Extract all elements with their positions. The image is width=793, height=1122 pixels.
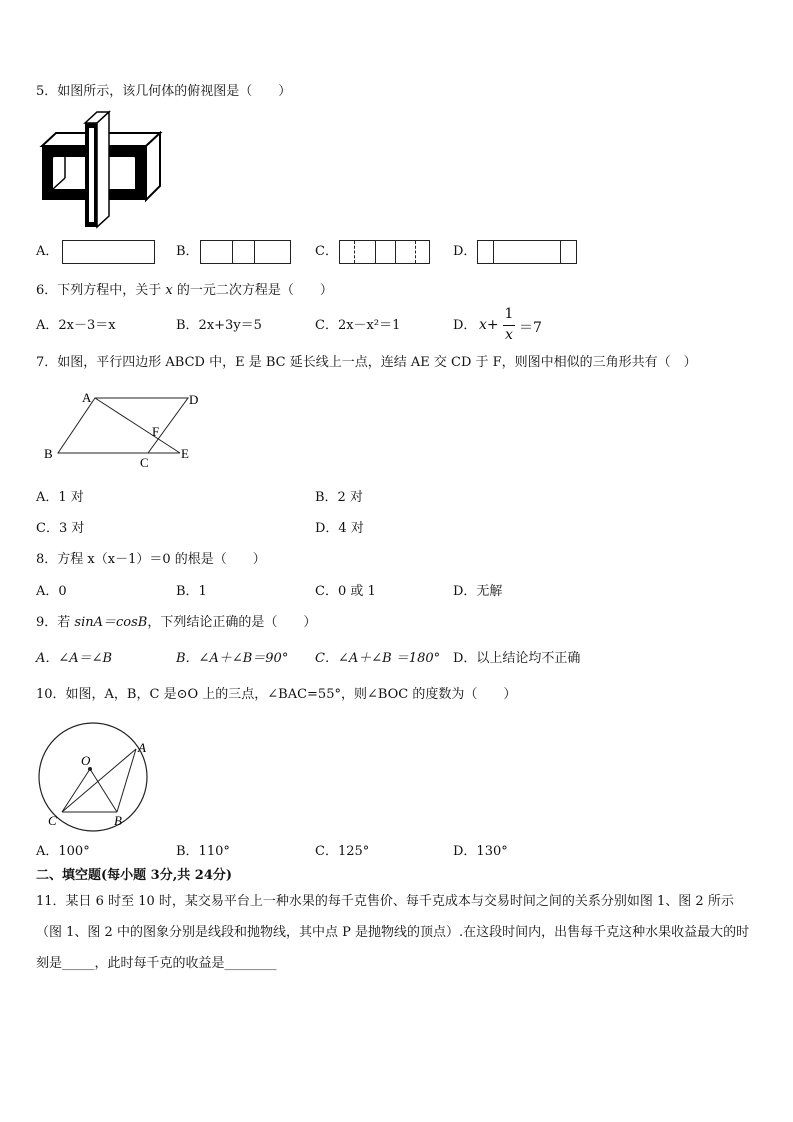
q7-label-e: E xyxy=(181,446,189,461)
q7-label-a: A xyxy=(82,390,92,405)
q5-option-d[interactable]: D． xyxy=(453,244,477,259)
q9-option-d[interactable]: D．以上结论均不正确 xyxy=(453,651,581,666)
q9-option-b[interactable]: B．∠A＋∠B＝90° xyxy=(176,651,289,666)
q9-option-a[interactable]: A．∠A＝∠B xyxy=(36,651,113,666)
q7-option-b[interactable]: B．2 对 xyxy=(315,490,363,505)
q7-label-b: B xyxy=(44,446,53,461)
q5-option-d-figure xyxy=(477,240,577,264)
q10-option-b[interactable]: B．110° xyxy=(176,844,230,859)
q11-text: 11．某日 6 时至 10 时，某交易平台上一种水果的每千克售价、每千克成本与交易时间之间的关系分别如图 1、图 2 所示（图 1、图 2 中的图象分别是线段和抛物线，其中点 P 是抛物线的顶点）.在这段时间内，出售每千克这种水果收益最大的时刻是_____，此时每千克的收益是________ xyxy=(36,894,750,971)
q5-solid-figure xyxy=(38,108,164,232)
q6-option-b[interactable]: B．2x+3y＝5 xyxy=(176,318,262,333)
q10-stem: 10．如图，A，B，C 是⊙O 上的三点，∠BAC=55°，则∠BOC 的度数为（ ） xyxy=(36,687,517,702)
q10-option-d[interactable]: D．130° xyxy=(453,844,508,859)
q10-circle-figure xyxy=(34,720,154,835)
q7-option-c[interactable]: C．3 对 xyxy=(36,521,85,536)
q6-option-d[interactable]: D． xyxy=(453,318,477,333)
q5-stem: 5．如图所示，该几何体的俯视图是（ ） xyxy=(36,84,292,99)
q7-label-d: D xyxy=(189,392,199,407)
q7-option-d[interactable]: D．4 对 xyxy=(315,521,364,536)
q10-option-a[interactable]: A．100° xyxy=(36,844,90,859)
q8-option-b[interactable]: B．1 xyxy=(176,584,207,599)
section-title: 二、填空题(每小题 3分,共 24分) xyxy=(36,868,233,883)
q7-stem: 7．如图，平行四边形 ABCD 中，E 是 BC 延长线上一点，连结 AE 交 CD 于 F，则图中相似的三角形共有（ ） xyxy=(36,355,697,370)
q5-option-b[interactable]: B． xyxy=(176,244,199,259)
q10-label-o: O xyxy=(81,753,91,768)
q7-option-a[interactable]: A．1 对 xyxy=(36,490,84,505)
q6-stem: 6．下列方程中，关于 x 的一元二次方程是（ ） xyxy=(36,283,333,298)
q8-option-a[interactable]: A．0 xyxy=(36,584,67,599)
q10-label-c: C xyxy=(48,813,57,828)
q7-label-c: C xyxy=(140,455,149,468)
q10-label-b: B xyxy=(114,813,122,828)
q5-option-a[interactable]: A． xyxy=(36,244,59,259)
q8-option-c[interactable]: C．0 或 1 xyxy=(315,584,376,599)
q8-stem: 8．方程 x（x－1）＝0 的根是（ ） xyxy=(36,552,266,567)
q6-option-c[interactable]: C．2x－x²＝1 xyxy=(315,318,401,333)
fraction-bar xyxy=(503,325,515,326)
q10-option-c[interactable]: C．125° xyxy=(315,844,370,859)
q7-label-f: F xyxy=(152,424,160,439)
q6-option-a[interactable]: A．2x－3＝x xyxy=(36,318,116,333)
q7-parallelogram-figure xyxy=(40,388,210,468)
q5-option-b-figure xyxy=(200,240,291,264)
q5-option-c[interactable]: C． xyxy=(315,244,338,259)
q10-label-a: A xyxy=(138,740,146,755)
q9-stem: 9．若 sinA＝cosB，下列结论正确的是（ ） xyxy=(36,615,317,630)
q8-option-d[interactable]: D．无解 xyxy=(453,584,503,599)
q9-option-c[interactable]: C．∠A＋∠B ＝180° xyxy=(315,651,441,666)
q5-option-a-figure xyxy=(62,240,155,264)
q5-option-c-figure xyxy=(339,240,430,264)
